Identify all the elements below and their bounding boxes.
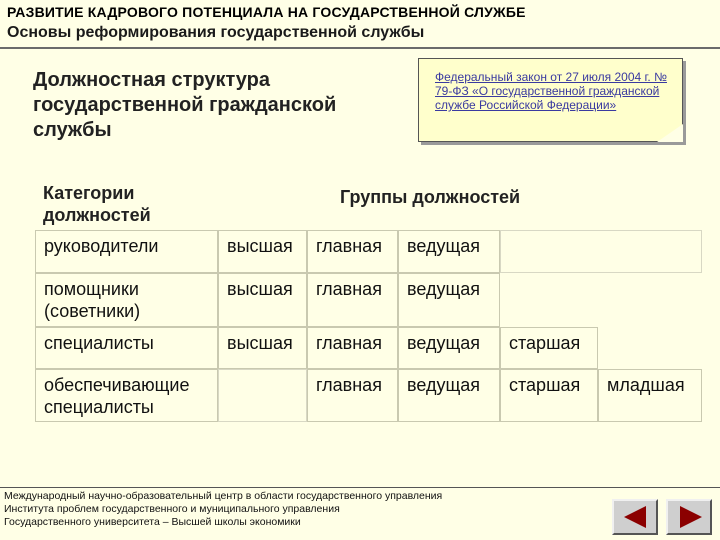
positions-table xyxy=(35,230,702,422)
table-cell-group: главная xyxy=(307,230,398,273)
table-cell-group: старшая xyxy=(500,327,598,369)
table-cell-group xyxy=(218,369,307,422)
table-cell-group: ведущая xyxy=(398,369,500,422)
table-cell-group: высшая xyxy=(218,327,307,369)
table-cell-group: главная xyxy=(307,327,398,369)
law-reference-link[interactable]: Федеральный закон от 27 июля 2004 г. № 79-ФЗ «О государственной гражданской службе Российской Федерации» xyxy=(435,70,667,112)
table-cell-group: старшая xyxy=(500,369,598,422)
footer-line: Государственного университета – Высшей школы экономики xyxy=(4,516,301,528)
table-cell-category: обеспечивающие специалисты xyxy=(35,369,218,422)
column-header-groups: Группы должностей xyxy=(340,187,521,207)
table-cell-group: высшая xyxy=(218,230,307,273)
footer-divider xyxy=(0,487,720,488)
table-cell-group: главная xyxy=(307,369,398,422)
table-cell-group: ведущая xyxy=(398,230,500,273)
table-cell-group: ведущая xyxy=(398,273,500,327)
table-cell-group: младшая xyxy=(598,369,702,422)
table-cell-category: руководители xyxy=(35,230,218,273)
table-cell-group: главная xyxy=(307,273,398,327)
previous-slide-button[interactable] xyxy=(612,499,658,535)
column-header-categories: Категории должностей xyxy=(43,183,151,225)
next-slide-button[interactable] xyxy=(666,499,712,535)
table-cell-category: помощники (советники) xyxy=(35,273,218,327)
page-header-subtitle: Основы реформирования государственной службы xyxy=(7,24,425,41)
section-title: Должностная структура государственной гражданской службы xyxy=(33,69,337,141)
triangle-right-icon xyxy=(668,501,710,533)
page-header-title: РАЗВИТИЕ КАДРОВОГО ПОТЕНЦИАЛА НА ГОСУДАРСТВЕННОЙ СЛУЖБЕ xyxy=(7,4,526,20)
table-cell-group: ведущая xyxy=(398,327,500,369)
footer-credits xyxy=(4,490,564,529)
table-cell-group xyxy=(500,230,702,273)
law-reference-note xyxy=(418,58,683,142)
table-cell-category: специалисты xyxy=(35,327,218,369)
footer-line: Института проблем государственного и муниципального управления xyxy=(4,503,340,515)
header-divider xyxy=(0,47,720,49)
footer-line: Международный научно-образовательный центр в области государственного управления xyxy=(4,490,443,502)
triangle-left-icon xyxy=(614,501,656,533)
note-fold-corner xyxy=(657,124,683,142)
table-cell-group: высшая xyxy=(218,273,307,327)
